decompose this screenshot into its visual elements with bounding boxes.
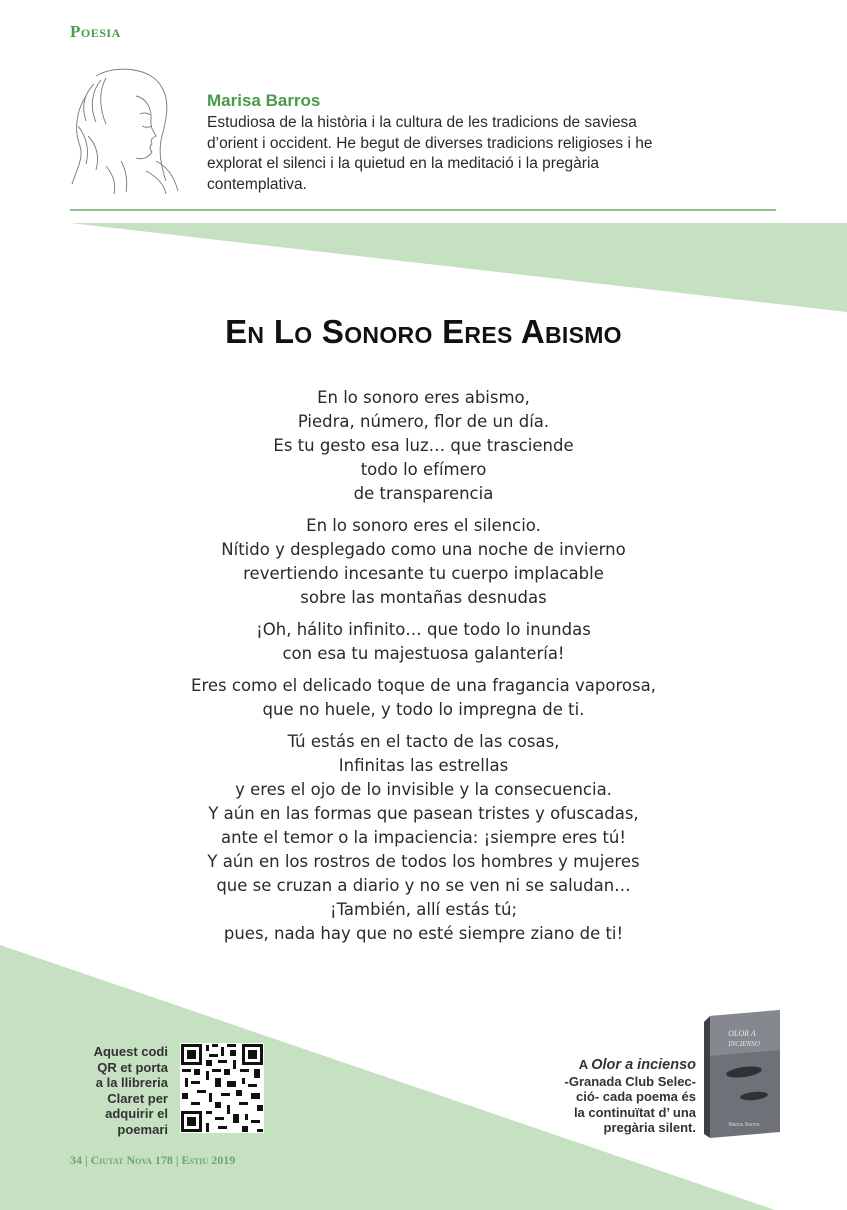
poem-line: todo lo efímero xyxy=(360,460,487,479)
book-cover-title-line1: OLOR A xyxy=(728,1029,756,1038)
poem-line: Y aún en los rostros de todos los hombres y mujeres xyxy=(207,852,640,871)
poem-title: En Lo Sonoro Eres Abismo xyxy=(225,313,622,350)
stanza xyxy=(120,386,727,506)
qr-caption-line: Aquest codi xyxy=(93,1044,168,1059)
page-footer: 34 | Ciutat Nova 178 | Estiu 2019 xyxy=(70,1153,236,1167)
book-note xyxy=(540,1057,696,1136)
qr-caption-line: adquirir el xyxy=(105,1106,168,1122)
qr-caption-line: Claret per xyxy=(107,1090,168,1106)
book-cover-title-line2: INCIENSO xyxy=(728,1040,760,1048)
author-name: Marisa Barros xyxy=(207,91,321,110)
book-note-book-title: Olor a incienso xyxy=(591,1057,696,1073)
qr-caption-line: poemari xyxy=(117,1121,168,1137)
poem-line: Infinitas las estrellas xyxy=(338,756,509,775)
stanza xyxy=(120,618,727,666)
poem-line: ante el temor o la impaciencia: ¡siempre eres tú! xyxy=(220,828,626,847)
poem-line: En lo sonoro eres abismo, xyxy=(317,388,530,407)
qr-caption-line: a la llibreria xyxy=(95,1075,168,1091)
poem-line: ¡Oh, hálito infinito… que todo lo inundas xyxy=(256,620,591,639)
divider xyxy=(70,209,776,211)
poem-line: ¡También, allí estás tú; xyxy=(329,900,518,919)
book-note-prefix: A xyxy=(578,1057,592,1072)
poem-line: y eres el ojo de lo invisible y la consecuencia. xyxy=(235,780,612,799)
poem-line: que se cruzan a diario y no se ven ni se saludan… xyxy=(216,876,631,895)
qr-caption xyxy=(78,1044,168,1138)
poem-body xyxy=(120,386,727,954)
poem-line: con esa tu majestuosa galantería! xyxy=(282,644,565,663)
poem-line: que no huele, y todo lo impregna de ti. xyxy=(262,700,585,719)
book-cover-author: Marisa Barros xyxy=(728,1122,760,1128)
poem-line: revertiendo incesante tu cuerpo implacable xyxy=(243,564,604,583)
poem-line: sobre las montañas desnudas xyxy=(300,588,547,607)
author-bio: Estudiosa de la història i la cultura de les tradicions de saviesa d’orient i occident. He begut de diverses tradicions religioses i he explorat el silenci i la quietud en la meditació i la pregària contemplativa. xyxy=(207,114,653,193)
poem-line: Piedra, número, flor de un día. xyxy=(297,412,550,431)
qr-code[interactable] xyxy=(180,1043,264,1133)
book-spine xyxy=(704,1016,710,1138)
book-note-line: ció- cada poema és xyxy=(576,1089,696,1105)
book-note-title-line xyxy=(540,1057,696,1074)
poem-line: Es tu gesto esa luz… que trasciende xyxy=(273,436,574,455)
poem-line: Nítido y desplegado como una noche de invierno xyxy=(221,540,626,559)
book-note-line: -Granada Club Selec- xyxy=(564,1073,696,1089)
top-green-band xyxy=(70,223,847,312)
poem-line: Y aún en las formas que pasean tristes y ofuscadas, xyxy=(208,804,639,823)
poem-line: pues, nada hay que no esté siempre ziano de ti! xyxy=(223,924,624,943)
poem-line: de transparencia xyxy=(353,484,494,503)
book-note-line: la continuïtat d’ una xyxy=(573,1104,696,1120)
poem-line: Eres como el delicado toque de una fragancia vaporosa, xyxy=(191,676,656,695)
stanza xyxy=(120,674,727,722)
author-portrait-sketch xyxy=(66,66,186,196)
stanza xyxy=(120,730,727,946)
qr-caption-line: QR et porta xyxy=(97,1059,168,1075)
book-cover-image xyxy=(702,1010,782,1138)
section-label: Poesia xyxy=(70,22,121,41)
poem-line: Tú estás en el tacto de las cosas, xyxy=(287,732,560,751)
poem-line: En lo sonoro eres el silencio. xyxy=(306,516,541,535)
stanza xyxy=(120,514,727,610)
book-note-line: pregària silent. xyxy=(603,1120,696,1136)
